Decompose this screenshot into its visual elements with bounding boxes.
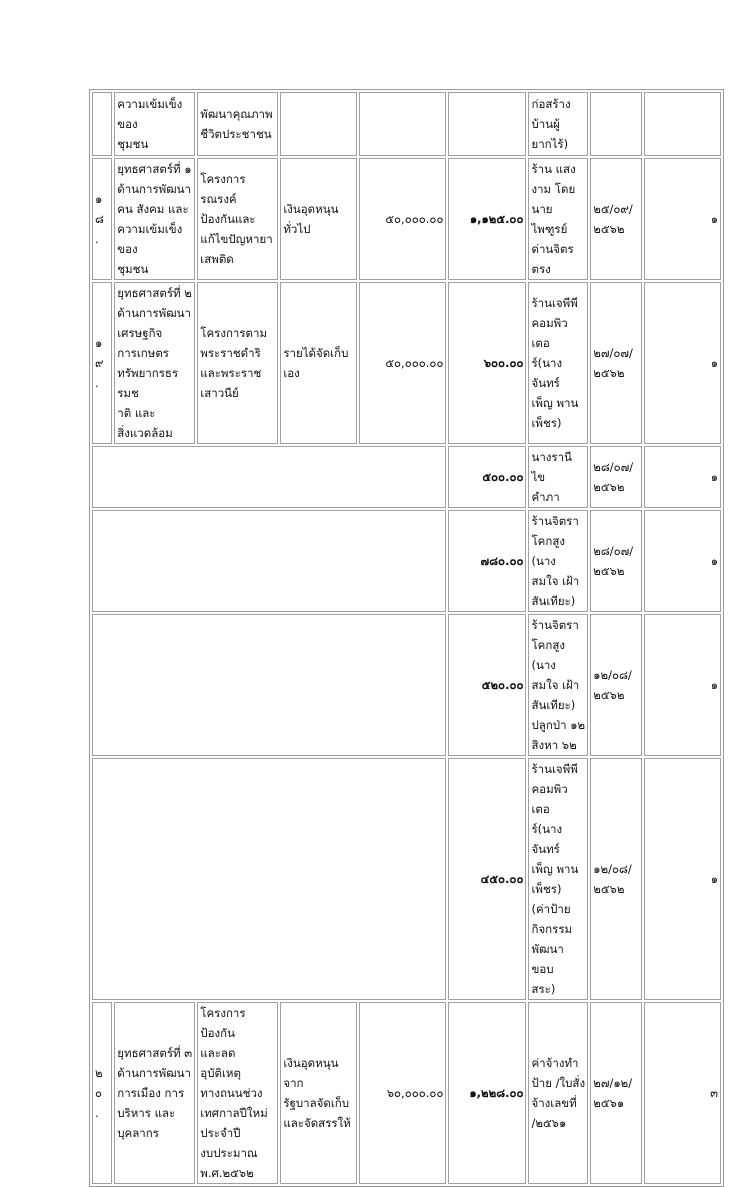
quantity-cell: ๓: [644, 1002, 721, 1184]
budget-cell: ๕๐,๐๐๐.๐๐: [359, 158, 446, 280]
table-row: [92, 158, 721, 280]
spent-cell: ๗๘๐.๐๐: [448, 510, 526, 612]
vendor-cell: ร้านเจพีพี คอมพิวเตอ ร์(นางจันทร์ เพ็ญ พาน เพ็ชร): [528, 282, 588, 444]
funding-source-cell: เงินอุดหนุนจาก รัฐบาลจัดเก็บ และจัดสรรให้: [280, 1002, 357, 1184]
strategy-cell: ยุทธศาสตร์ที่ ๑ ด้านการพัฒนา คน สังคม และ ความเข้มเข็งของ ชุมชน: [114, 158, 195, 280]
quantity-cell: ๑: [644, 510, 721, 612]
date-cell: ๒๗/๐๗/ ๒๕๖๒: [590, 282, 642, 444]
date-cell: ๑๒/๐๘/ ๒๕๖๒: [590, 614, 642, 756]
row-number: ๑๘ .: [92, 158, 112, 280]
table-row: [92, 282, 721, 444]
project-cell: พัฒนาคุณภาพ ชีวิตประชาชน: [197, 92, 278, 156]
budget-cell: ๕๐,๐๐๐.๐๐: [359, 282, 446, 444]
date-cell: ๒๘/๐๗/ ๒๕๖๒: [590, 510, 642, 612]
date-cell: ๒๕/๐๙/ ๒๕๖๒: [590, 158, 642, 280]
merged-empty-cell: [92, 614, 446, 756]
budget-cell: [359, 92, 446, 156]
vendor-cell: ร้านจิตรา โคกสูง (นาง สมใจ เฝ้า สันเทียะ) ปลูกป่า ๑๒ สิงหา ๖๒: [528, 614, 588, 756]
merged-empty-cell: [92, 758, 446, 1000]
row-number: [92, 92, 112, 156]
table-row: [92, 614, 721, 756]
spent-cell: ๔๕๐.๐๐: [448, 758, 526, 1000]
table-row: [92, 758, 721, 1000]
project-cell: โครงการรณรงค์ ป้องกันและ แก้ไขปัญหายา เสพติด: [197, 158, 278, 280]
vendor-cell: ค่าจ้างทำ ป้าย /ใบสั่ง จ้างเลขที่ /๒๕๖๑: [528, 1002, 588, 1184]
quantity-cell: ๑: [644, 446, 721, 508]
project-cell: โครงการตาม พระราชดำริ และพระราช เสาวนีย์: [197, 282, 278, 444]
quantity-cell: ๑: [644, 282, 721, 444]
strategy-cell: ยุทธศาสตร์ที่ ๒ ด้านการพัฒนา เศรษฐกิจ การเกษตร ทรัพยากรธรรมช าติ และ สิ่งแวดล้อม: [114, 282, 195, 444]
funding-source-cell: เงินอุดหนุน ทั่วไป: [280, 158, 357, 280]
date-cell: ๒๗/๑๒/ ๒๕๖๑: [590, 1002, 642, 1184]
quantity-cell: ๑: [644, 158, 721, 280]
procurement-table: [89, 89, 724, 1187]
vendor-cell: ร้าน แสง งาม โดย นายไพฑูรย์ ด่านจิตรตรง: [528, 158, 588, 280]
vendor-cell: นางรานี ไข คำภา: [528, 446, 588, 508]
date-cell: ๑๒/๐๘/ ๒๕๖๒: [590, 758, 642, 1000]
spent-cell: ๕๒๐.๐๐: [448, 614, 526, 756]
spent-cell: ๑,๒๒๘.๐๐: [448, 1002, 526, 1184]
table-row: [92, 92, 721, 156]
row-number: ๒๐ .: [92, 1002, 112, 1184]
row-number: ๑๙ .: [92, 282, 112, 444]
strategy-cell: ความเข้มเข็งของ ชุมชน: [114, 92, 195, 156]
budget-cell: ๖๐,๐๐๐.๐๐: [359, 1002, 446, 1184]
vendor-cell: ร้านจิตรา โคกสูง (นาง สมใจ เฝ้า สันเทียะ): [528, 510, 588, 612]
spent-cell: ๕๐๐.๐๐: [448, 446, 526, 508]
spent-cell: ๖๐๐.๐๐: [448, 282, 526, 444]
merged-empty-cell: [92, 510, 446, 612]
table-row: [92, 446, 721, 508]
table-row: [92, 1002, 721, 1184]
quantity-cell: [644, 92, 721, 156]
funding-source-cell: รายได้จัดเก็บ เอง: [280, 282, 357, 444]
quantity-cell: ๑: [644, 758, 721, 1000]
date-cell: [590, 92, 642, 156]
vendor-cell: ร้านเจพีพี คอมพิวเตอ ร์(นางจันทร์ เพ็ญ พาน เพ็ชร) (ค่าป้าย กิจกรรม พัฒนาขอบ สระ): [528, 758, 588, 1000]
merged-empty-cell: [92, 446, 446, 508]
strategy-cell: ยุทธศาสตร์ที่ ๓ ด้านการพัฒนา การเมือง การ บริหาร และ บุคลากร: [114, 1002, 195, 1184]
project-cell: โครงการป้องกัน และลดอุบัติเหตุ ทางถนนช่วง เทศกาลปีใหม่ ประจำปี งบประมาณ พ.ศ.๒๕๖๒: [197, 1002, 278, 1184]
date-cell: ๒๘/๐๗/ ๒๕๖๒: [590, 446, 642, 508]
spent-cell: [448, 92, 526, 156]
quantity-cell: ๑: [644, 614, 721, 756]
vendor-cell: ก่อสร้าง บ้านผู้ ยากไร้): [528, 92, 588, 156]
table-row: [92, 510, 721, 612]
funding-source-cell: [280, 92, 357, 156]
spent-cell: ๑,๑๒๕.๐๐: [448, 158, 526, 280]
